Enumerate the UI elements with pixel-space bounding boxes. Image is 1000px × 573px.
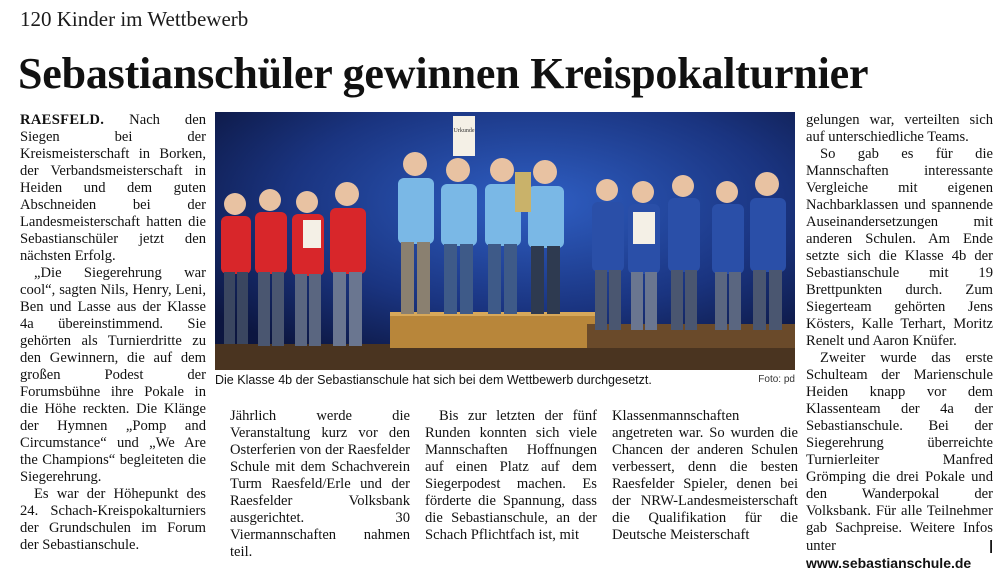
article-photo	[215, 112, 795, 370]
website-link[interactable]: | www.sebastianschule.de	[806, 537, 993, 571]
certificate-label: Urkunde	[453, 128, 475, 134]
article-column-4	[612, 408, 798, 544]
paragraph-highlight: Es war der Höhepunkt des 24. Schach-Kreispokalturniers der Grundschulen im Forum der Sebastianschule.	[20, 486, 206, 553]
paragraph-class-teams: Klassenmannschaften angetreten war. So wurden die Chancen der anderen Schulen verbessert, denn die besten Raesfelder Spieler, denen bei der NRW-Landesmeisterschaft die Qualifikation für die Deutsche Meisterschaft	[612, 408, 798, 543]
intro-text: Nach den Siegen bei der Kreismeisterschaft in Borken, der Verbandsmeisterschaft in Heiden und dem guten Abschneiden bei der Landesmeisterschaft hatten die Sebastianschüler jetzt den nächsten Erfolg.	[20, 112, 206, 264]
dateline: RAESFELD.	[20, 112, 105, 128]
paragraph-winner: So gab es für die Mannschaften interessante Vergleiche mit eigenen Nachbarklassen und spannende Auseinandersetzungen mit anderen Schulen. Am Ende setzte sich die Klasse 4b der Sebastianschule mit 19 Brettpunkten durch. Zum Siegerteam gehörten Jens Kösters, Kalle Terhart, Moritz Renelt und Aaron Knüfer.	[806, 146, 993, 349]
photo-caption-row	[215, 372, 795, 388]
paragraph-runner-up	[806, 350, 993, 573]
paragraph-rounds: Bis zur letzten der fünf Runden konnten sich viele Mannschaften Hoffnungen auf einen Platz auf dem Siegerpodest machen. Es förderte die Spannung, dass die Sebastianschule, an der Schach Pflichtfach ist, mit	[425, 408, 597, 543]
paragraph-intro	[20, 112, 206, 265]
article-column-2	[230, 408, 410, 561]
photo-caption: Die Klasse 4b der Sebastianschule hat sich bei dem Wettbewerb durchgesetzt.	[215, 373, 652, 387]
article-kicker: 120 Kinder im Wettbewerb	[20, 7, 249, 31]
article-headline: Sebastianschüler gewinnen Kreispokalturnier	[18, 49, 869, 98]
article-column-3	[425, 408, 597, 544]
article-column-1	[20, 112, 206, 554]
paragraph-organisation: Jährlich werde die Veranstaltung kurz vor den Osterferien von der Raesfelder Schule mit dem Schachverein Turm Raesfeld/Erle und der Raesfelder Volksbank ausgerichtet. 30 Viermannschaften nahmen teil.	[230, 408, 410, 560]
podium	[390, 312, 605, 348]
paragraph-teams-continued: gelungen war, verteilten sich auf unterschiedliche Teams.	[806, 112, 993, 145]
runner-up-text: Zweiter wurde das erste Schulteam der Marienschule Heiden knapp vor dem Klassenteam der 4a der Sebastianschule. Bei der Siegerehrung überreichte Turnierleiter Manfred Grömping die drei Pokale und den Wanderpokal der Volksbank. Für alle Teilnehmer gab Sachpreise. Weitere Infos unter	[806, 350, 993, 554]
team-photo-illustration	[215, 112, 795, 370]
photo-credit: Foto: pd	[758, 374, 795, 385]
paragraph-quote: „Die Siegerehrung war cool“, sagten Nils, Henry, Leni, Ben und Lasse aus der Klasse 4a übereinstimmend. Sie gehörten als Turnierdritte zu den Gewinnern, die auf dem großen Podest der Forumsbühne ihre Pokale in die Höhe reckten. Die Klänge der Hymnen „Pomp and Circumstance“ und „We Are the Champions“ begleiteten die Siegerehrung.	[20, 265, 206, 485]
article-column-5	[806, 112, 993, 573]
website-link-text: www.sebastianschule.de	[806, 555, 972, 571]
